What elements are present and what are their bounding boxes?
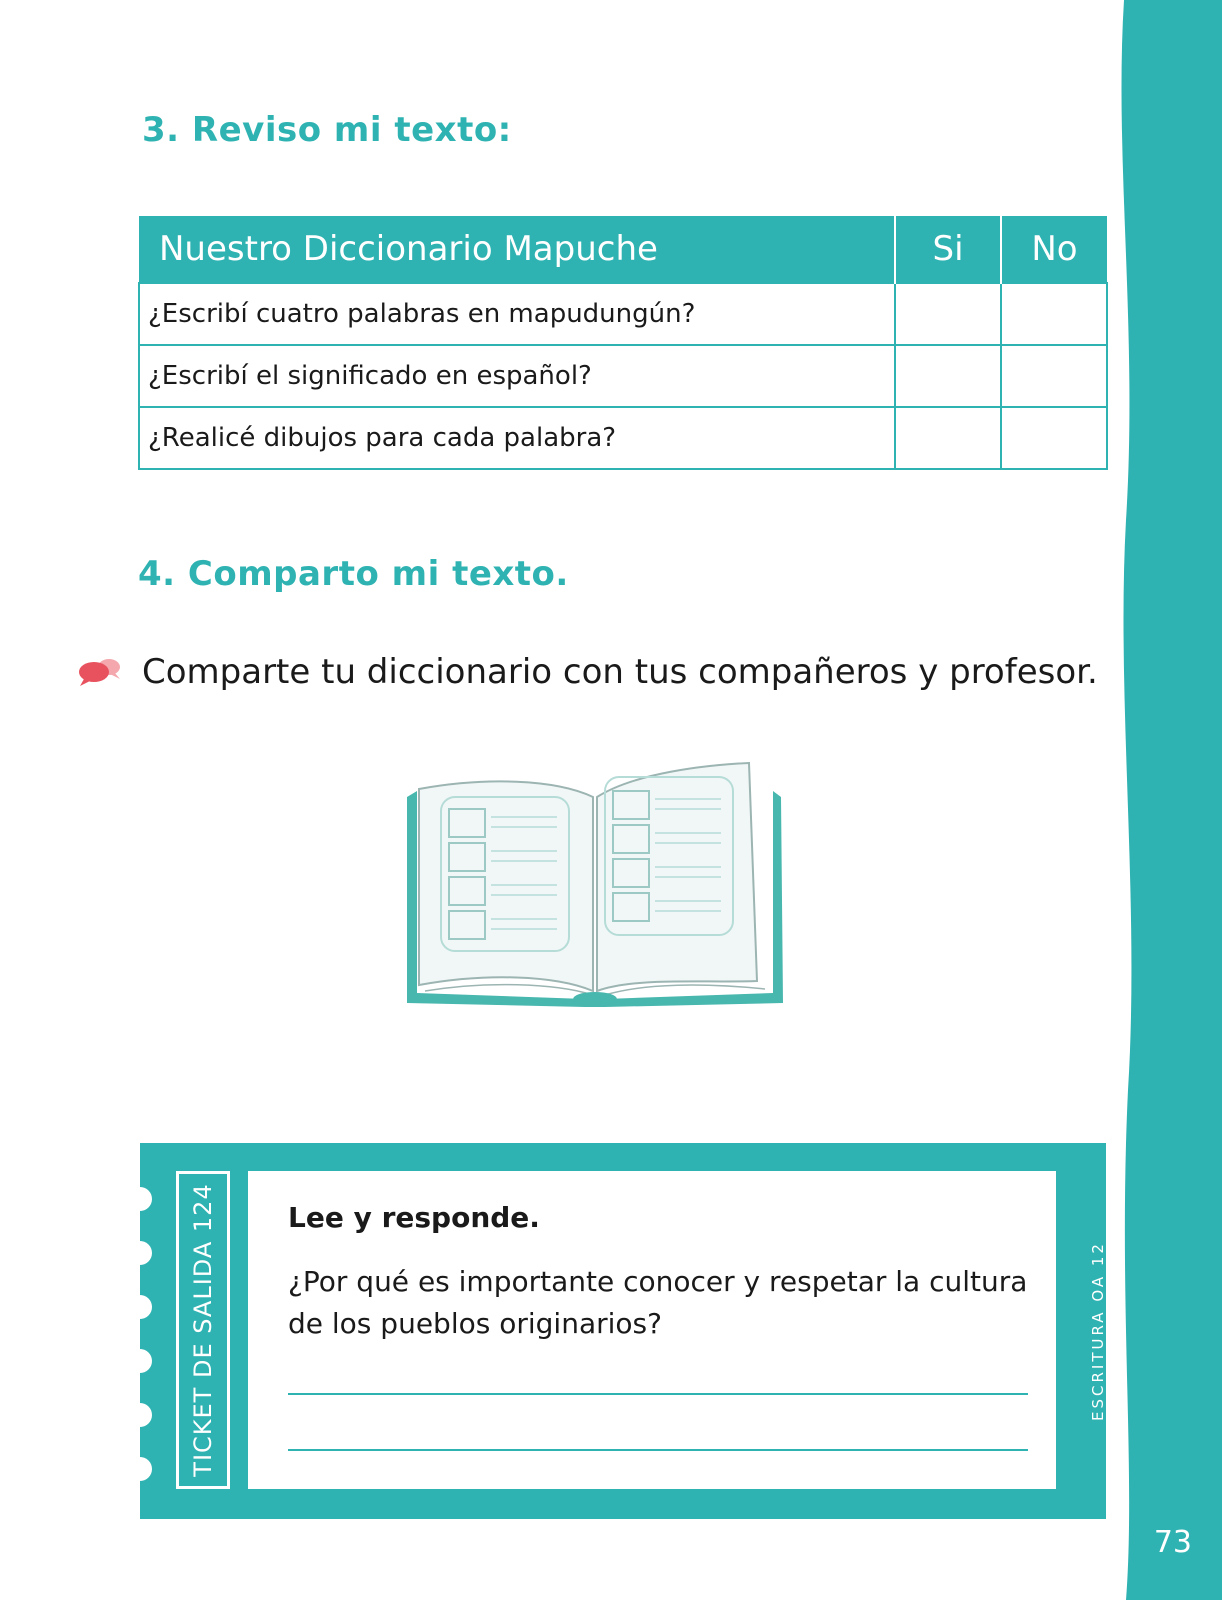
col-yes-header: Si bbox=[895, 216, 1001, 283]
page-number: 73 bbox=[1153, 1525, 1192, 1560]
answer-line[interactable] bbox=[288, 1449, 1028, 1451]
checklist-title: Nuestro Diccionario Mapuche bbox=[139, 216, 895, 283]
share-heading: 4. Comparto mi texto. bbox=[138, 554, 569, 594]
ticket-notch bbox=[128, 1349, 152, 1373]
side-band bbox=[1112, 0, 1222, 1600]
ticket-notch bbox=[128, 1403, 152, 1427]
ticket-body bbox=[248, 1171, 1056, 1489]
speech-bubbles-icon bbox=[76, 657, 124, 687]
review-heading: 3. Reviso mi texto: bbox=[142, 110, 512, 150]
row-question: ¿Escribí cuatro palabras en mapudungún? bbox=[139, 283, 895, 345]
ticket-side-tag: ESCRITURA OA 12 bbox=[1089, 1241, 1107, 1421]
exit-ticket bbox=[140, 1143, 1106, 1519]
open-book-illustration bbox=[405, 755, 785, 1035]
yes-cell[interactable] bbox=[895, 283, 1001, 345]
yes-cell[interactable] bbox=[895, 345, 1001, 407]
ticket-stub bbox=[176, 1171, 230, 1489]
ticket-question: ¿Por qué es importante conocer y respetar la cultura de los pueblos originarios? bbox=[288, 1265, 1028, 1340]
ticket-notch bbox=[128, 1457, 152, 1481]
table-row bbox=[139, 283, 1107, 345]
row-question: ¿Escribí el significado en español? bbox=[139, 345, 895, 407]
table-row bbox=[139, 407, 1107, 469]
table-row bbox=[139, 345, 1107, 407]
ticket-notch bbox=[128, 1241, 152, 1265]
share-text: Comparte tu diccionario con tus compañeros y profesor. bbox=[142, 652, 1098, 692]
row-question: ¿Realicé dibujos para cada palabra? bbox=[139, 407, 895, 469]
ticket-stub-label: TICKET DE SALIDA 124 bbox=[189, 1183, 217, 1477]
no-cell[interactable] bbox=[1001, 407, 1107, 469]
ticket-notch bbox=[128, 1187, 152, 1211]
answer-line[interactable] bbox=[288, 1393, 1028, 1395]
ticket-title: Lee y responde. bbox=[288, 1201, 540, 1234]
checklist-table bbox=[138, 216, 1108, 470]
share-instruction bbox=[76, 652, 1098, 692]
no-cell[interactable] bbox=[1001, 283, 1107, 345]
col-no-header: No bbox=[1001, 216, 1107, 283]
ticket-notch bbox=[128, 1295, 152, 1319]
yes-cell[interactable] bbox=[895, 407, 1001, 469]
no-cell[interactable] bbox=[1001, 345, 1107, 407]
